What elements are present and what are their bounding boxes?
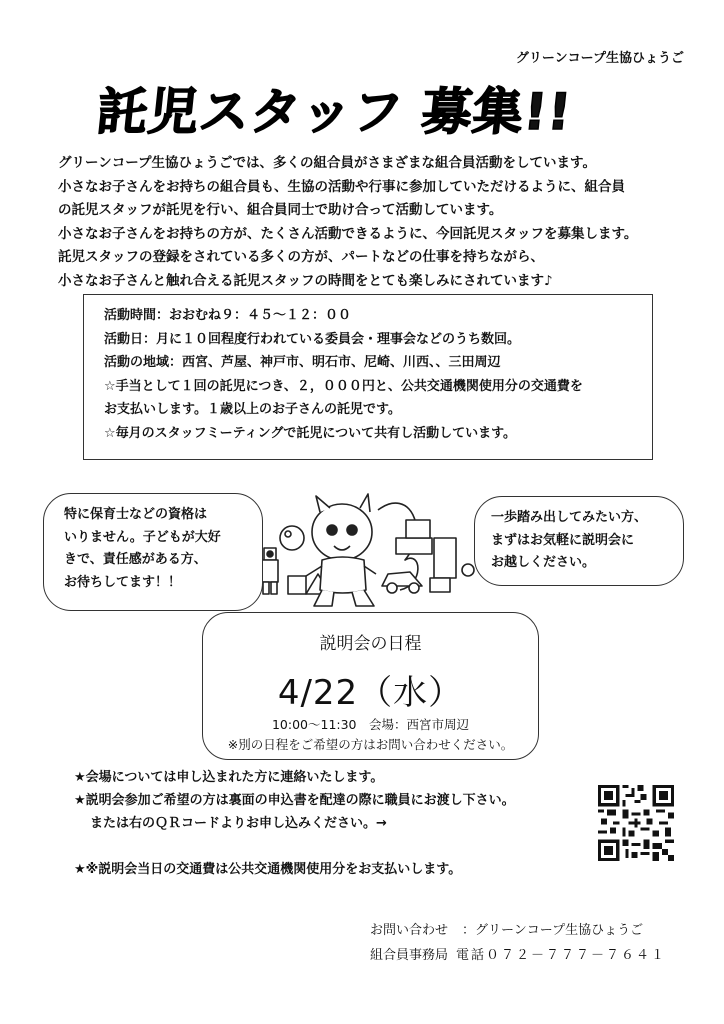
toy-soldier-icon xyxy=(262,548,278,594)
details-line: 活動の地域：西宮、芦屋、神戸市、明石市、尼崎、川西、、三田周辺 xyxy=(104,355,501,370)
contact-label: お問い合わせ xyxy=(370,923,449,938)
intro-line: 小さなお子さんと触れ合える託児スタッフの時間をとても楽しみにされています♪ xyxy=(58,272,553,289)
activity-details-box xyxy=(83,294,653,460)
note-line: ★※説明会当日の交通費は公共交通機関使用分をお支払いします。 xyxy=(74,862,462,877)
note-line: または右のＱＲコードよりお申し込みください。→ xyxy=(90,816,387,831)
page-title: 託児スタッフ 募集!! xyxy=(94,83,575,141)
details-line: 活動日：月に１０回程度行われている委員会・理事会などのうち数回。 xyxy=(104,331,521,347)
org-name-top: グリーンコープ生協ひょうご xyxy=(515,51,684,66)
intro-text xyxy=(58,152,678,293)
contact-phone[interactable]: 電話０７２－７７７－７６４１ xyxy=(456,948,667,963)
session-title: 説明会の日程 xyxy=(319,634,422,654)
speech-bubble-right xyxy=(474,496,684,586)
contact-department: 組合員事務局 xyxy=(370,948,449,963)
bubble-line: お待ちしてます！！ xyxy=(64,574,182,590)
details-line: 活動時間：おおむね９：４５～１２：００ xyxy=(104,308,352,323)
bubble-line: まずはお気軽に説明会に xyxy=(491,532,635,548)
intro-line: 小さなお子さんをお持ちの方が、たくさん活動できるように、今回託児スタッフを募集します。 xyxy=(58,225,638,242)
bubble-line: お越しください。 xyxy=(491,555,596,570)
intro-line: グリーンコープ生協ひょうごでは、多くの組合員がさまざまな組合員活動をしています。 xyxy=(58,155,596,171)
intro-line: の託児スタッフが託児を行い、組合員同士で助け合って活動しています。 xyxy=(58,202,503,218)
session-time-venue: 10:00～11:30 会場：西宮市周辺 xyxy=(271,717,470,732)
intro-line: 小さなお子さんをお持ちの組合員も、生協の活動や行事に参加していただけるように、組合員 xyxy=(58,178,625,195)
bubble-line: 一歩踏み出してみたい方、 xyxy=(491,510,648,525)
speech-bubble-left xyxy=(43,493,263,611)
note-line: ★説明会参加ご希望の方は裏面の申込書を配達の際に職員にお渡し下さい。 xyxy=(74,793,515,808)
contact-info xyxy=(370,918,666,968)
session-date: 4/22（水） xyxy=(277,673,464,713)
intro-line: 託児スタッフの登録をされている多くの方が、パートなどの仕事を持ちながら、 xyxy=(58,249,544,265)
session-info-box xyxy=(202,612,539,760)
details-line: ☆手当として１回の託児につき、２，０００円と、公共交通機関使用分の交通費を xyxy=(104,378,583,394)
bubble-line: きで、責任感がある方、 xyxy=(64,552,207,567)
bubble-line: 特に保育士などの資格は xyxy=(64,507,208,522)
notes-section xyxy=(74,766,594,881)
session-note: ※別の日程をご希望の方はお問い合わせください。 xyxy=(227,737,514,752)
contact-org: ：グリーンコープ生協ひょうご xyxy=(462,923,644,938)
bubble-line: いりません。子どもが大好 xyxy=(64,529,221,545)
qr-code-icon[interactable] xyxy=(598,785,674,861)
details-line: ☆毎月のスタッフミーティングで託児について共有し活動しています。 xyxy=(104,425,517,441)
note-line: ★会場については申し込まれた方に連絡いたします。 xyxy=(74,770,384,785)
details-line: お支払いします。１歳以上のお子さんの託児です。 xyxy=(104,402,401,417)
